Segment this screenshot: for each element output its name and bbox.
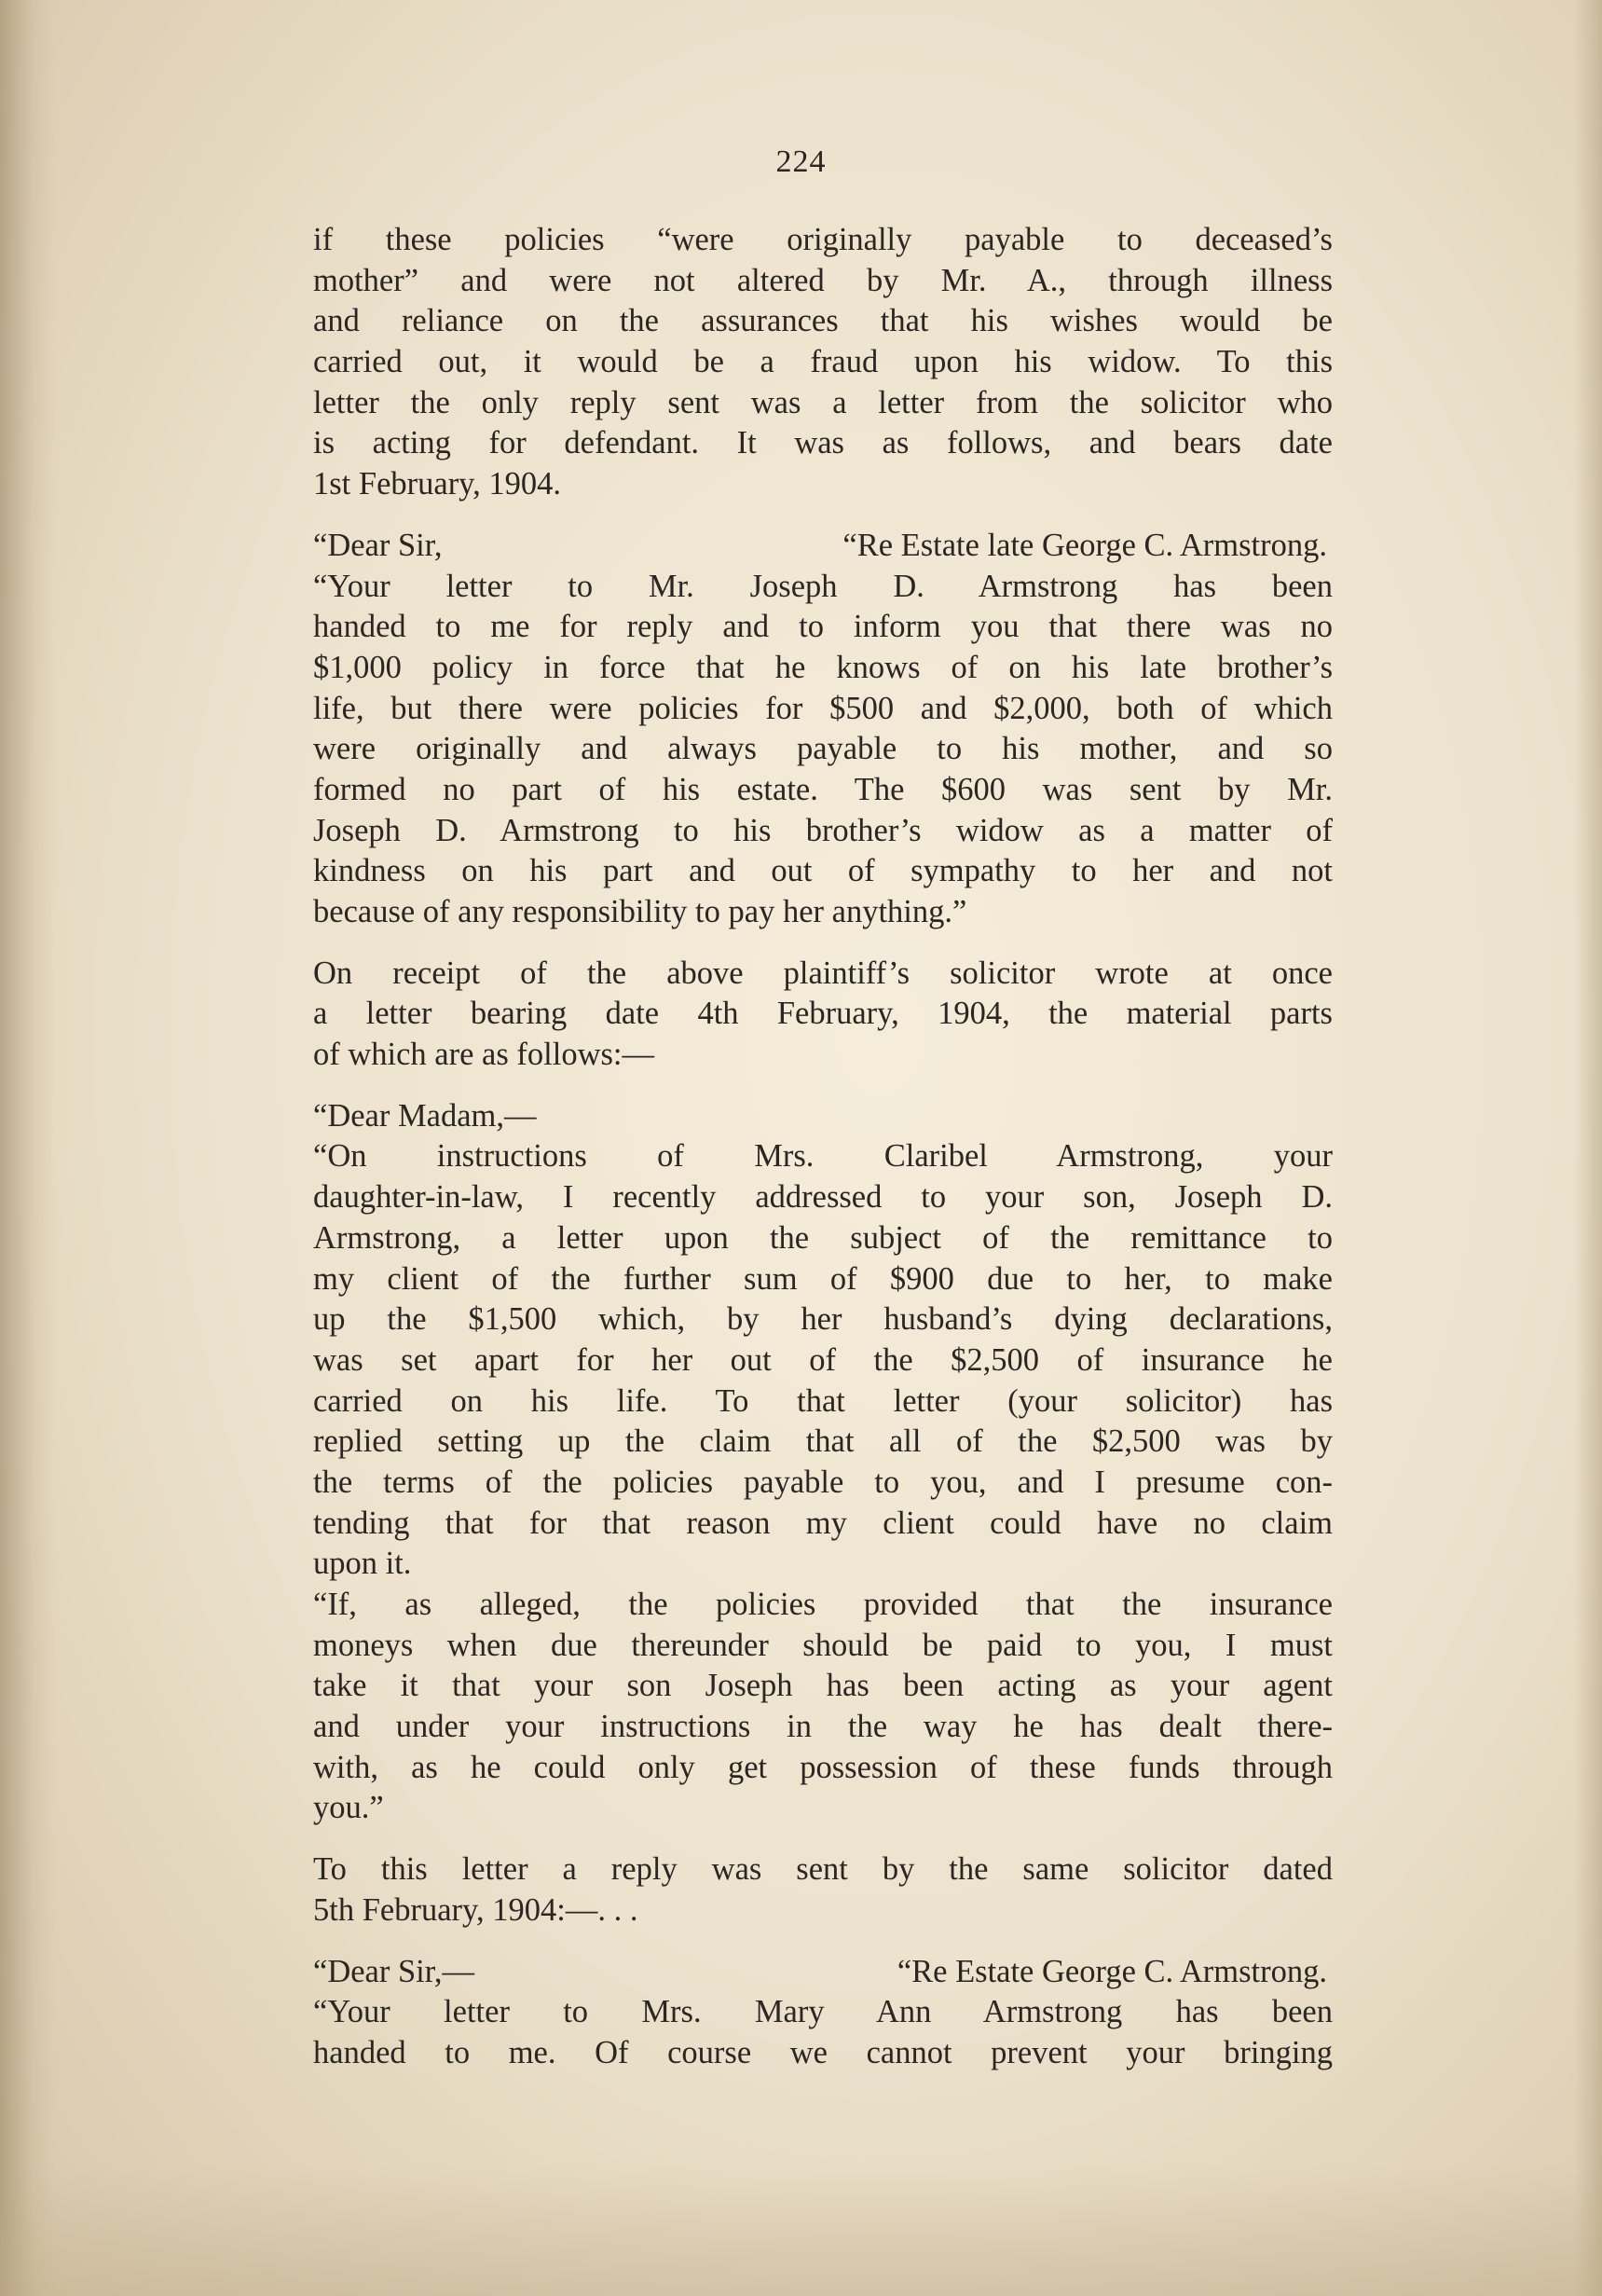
text-line: formed no part of his estate. The $600 was sent by Mr.: [313, 771, 1333, 807]
text-line: replied setting up the claim that all of the $2,500 was by: [313, 1423, 1333, 1460]
letter-salutation: [313, 1952, 1333, 1993]
paragraph: [313, 954, 1333, 1076]
page-gutter-shadow: [0, 0, 56, 2296]
text-line: To this letter a reply was sent by the same solicitor dated: [313, 1851, 1333, 1888]
letter-salutation: [313, 1096, 1333, 1137]
page-number: 224: [775, 144, 827, 179]
text-line: life, but there were policies for $500 and $2,000, both of which: [313, 690, 1333, 726]
text-line: $1,000 policy in force that he knows of on his late brother’s: [313, 649, 1333, 685]
text-line: of which are as follows:—: [313, 1037, 654, 1073]
text-line: is acting for defendant. It was as follows, and bears date: [313, 425, 1333, 461]
salutation-greeting: “Dear Madam,—: [313, 1097, 537, 1134]
paragraph-gap: [313, 933, 1333, 954]
paragraph-gap: [313, 1829, 1333, 1849]
body-text: [313, 220, 1333, 2074]
salutation-greeting: “Dear Sir,—: [313, 1953, 474, 1989]
salutation-reference: “Re Estate late George C. Armstrong.: [842, 527, 1327, 563]
text-line: “On instructions of Mrs. Claribel Armstrong, your: [313, 1138, 1333, 1175]
text-line: a letter bearing date 4th February, 1904, the material parts: [313, 996, 1333, 1032]
paragraph: [313, 220, 1333, 505]
text-line: 5th February, 1904:—. . .: [313, 1891, 638, 1928]
text-line: mother” and were not altered by Mr. A., through illness: [313, 262, 1333, 298]
text-line: Armstrong, a letter upon the subject of the remittance to: [313, 1219, 1333, 1256]
text-line: and reliance on the assurances that his wishes would be: [313, 303, 1333, 339]
text-line: and under your instructions in the way he has dealt there-: [313, 1709, 1333, 1745]
text-line: “Your letter to Mr. Joseph D. Armstrong has been: [313, 568, 1333, 604]
page-edge-shadow: [1574, 0, 1602, 2296]
text-line: take it that your son Joseph has been acting as your agent: [313, 1668, 1333, 1704]
text-line: handed to me. Of course we cannot prevent your bringing: [313, 2034, 1333, 2070]
paragraph-gap: [313, 1076, 1333, 1096]
text-line: my client of the further sum of $900 due to her, to make: [313, 1260, 1333, 1297]
paragraph-gap: [313, 1932, 1333, 1952]
text-line: because of any responsibility to pay her anything.”: [313, 894, 967, 929]
text-line: were originally and always payable to his mother, and so: [313, 731, 1333, 767]
text-line: tending that for that reason my client could have no claim: [313, 1505, 1333, 1541]
text-line: carried out, it would be a fraud upon his widow. To this: [313, 344, 1333, 380]
salutation-greeting: “Dear Sir,: [313, 527, 443, 563]
text-line: kindness on his part and out of sympathy to her and not: [313, 853, 1333, 889]
salutation-reference: “Re Estate George C. Armstrong.: [897, 1953, 1327, 1989]
letter-salutation: [313, 526, 1333, 567]
text-line: carried on his life. To that letter (your solicitor) has: [313, 1382, 1333, 1419]
paragraph: [313, 567, 1333, 933]
paragraph: [313, 1992, 1333, 2073]
text-line: moneys when due thereunder should be paid to you, I must: [313, 1627, 1333, 1663]
text-line: “Your letter to Mrs. Mary Ann Armstrong has been: [313, 1994, 1333, 2030]
text-line: was set apart for her out of the $2,500 of insurance he: [313, 1341, 1333, 1378]
text-line: the terms of the policies payable to you, and I presume con-: [313, 1464, 1333, 1500]
text-line: if these policies “were originally payable to deceased’s: [313, 222, 1333, 257]
page-bottom-shadow: [0, 2165, 1602, 2296]
paragraph: [313, 1136, 1333, 1585]
text-line: Joseph D. Armstrong to his brother’s widow as a matter of: [313, 812, 1333, 848]
text-line: On receipt of the above plaintiff’s solicitor wrote at once: [313, 955, 1333, 991]
text-line: handed to me for reply and to inform you that there was no: [313, 609, 1333, 645]
text-line: daughter-in-law, I recently addressed to your son, Joseph D.: [313, 1179, 1333, 1216]
text-line: “If, as alleged, the policies provided that the insurance: [313, 1587, 1333, 1622]
text-line: upon it.: [313, 1546, 412, 1582]
text-line: letter the only reply sent was a letter from the solicitor who: [313, 384, 1333, 420]
paragraph-gap: [313, 505, 1333, 526]
paragraph: [313, 1585, 1333, 1829]
text-line: up the $1,500 which, by her husband’s dying declarations,: [313, 1301, 1333, 1338]
text-line: with, as he could only get possession of these funds through: [313, 1749, 1333, 1785]
text-line: you.”: [313, 1790, 384, 1826]
text-line: 1st February, 1904.: [313, 466, 562, 502]
paragraph: [313, 1849, 1333, 1931]
